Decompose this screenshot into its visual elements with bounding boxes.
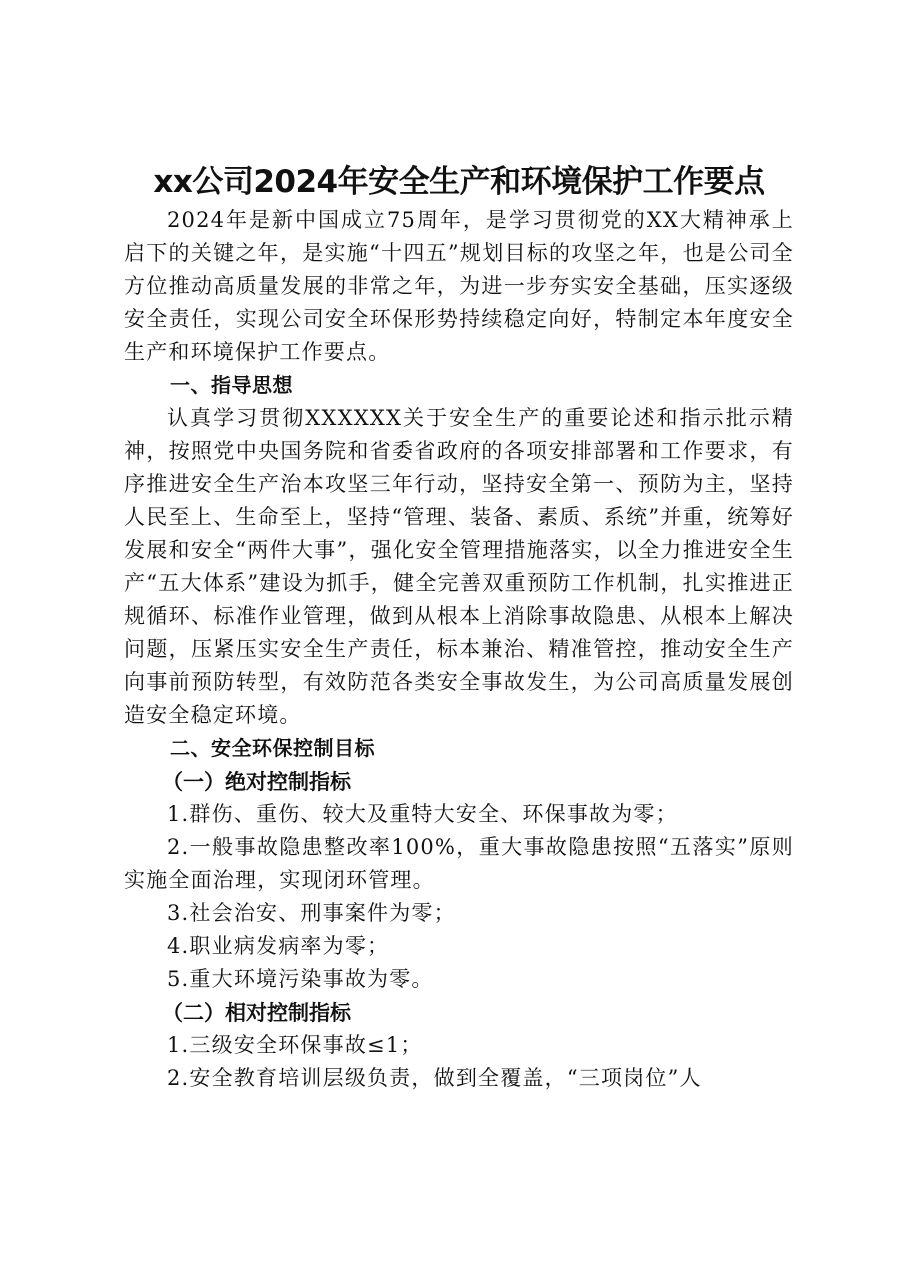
document-title: xx公司2024年安全生产和环境保护工作要点: [153, 164, 765, 200]
list-item: 2.一般事故隐患整改率100%，重大事故隐患按照“五落实”原则实施全面治理，实现闭环管理。: [124, 835, 794, 892]
list-item: 3.社会治安、刑事案件为零；: [167, 901, 456, 925]
list-item: 5.重大环境污染事故为零。: [167, 967, 434, 991]
list-item: 2.安全教育培训层级负责，做到全覆盖，“三项岗位”人: [167, 1066, 702, 1090]
section-heading-guiding-ideology: 一、指导思想: [170, 373, 293, 397]
list-item: 1.三级安全环保事故≤1；: [167, 1033, 423, 1057]
intro-paragraph: 2024年是新中国成立75周年，是学习贯彻党的XX大精神承上启下的关键之年，是实施“十四五”规划目标的攻坚之年，也是公司全方位推动高质量发展的非常之年，为进一步夯实安全基础，压实逐级安全责任，实现公司安全环保形势持续稳定向好，特制定本年度安全生产和环境保护工作要点。: [124, 208, 794, 364]
document-page: [124, 160, 794, 1095]
guiding-ideology-paragraph: 认真学习贯彻XXXXXX关于安全生产的重要论述和指示批示精神，按照党中央国务院和省委省政府的各项安排部署和工作要求，有序推进安全生产治本攻坚三年行动，坚持安全第一、预防为主，坚持人民至上、生命至上，坚持“管理、装备、素质、系统”并重，统筹好发展和安全“两件大事”，强化安全管理措施落实，以全力推进安全生产“五大体系”建设为抓手，健全完善双重预防工作机制，扎实推进正规循环、标准作业管理，做到从根本上消除事故隐患、从根本上解决问题，压紧压实安全生产责任，标本兼治、精准管控，推动安全生产向事前预防转型，有效防范各类安全事故发生，为公司高质量发展创造安全稳定环境。: [124, 406, 794, 727]
list-item: 4.职业病发病率为零；: [167, 934, 390, 958]
subheading-relative-indicators: （二）相对控制指标: [162, 1000, 351, 1025]
list-item: 1.群伤、重伤、较大及重特大安全、环保事故为零；: [167, 802, 678, 826]
section-heading-control-targets: 二、安全环保控制目标: [170, 736, 375, 760]
subheading-absolute-indicators: （一）绝对控制指标: [162, 769, 351, 794]
